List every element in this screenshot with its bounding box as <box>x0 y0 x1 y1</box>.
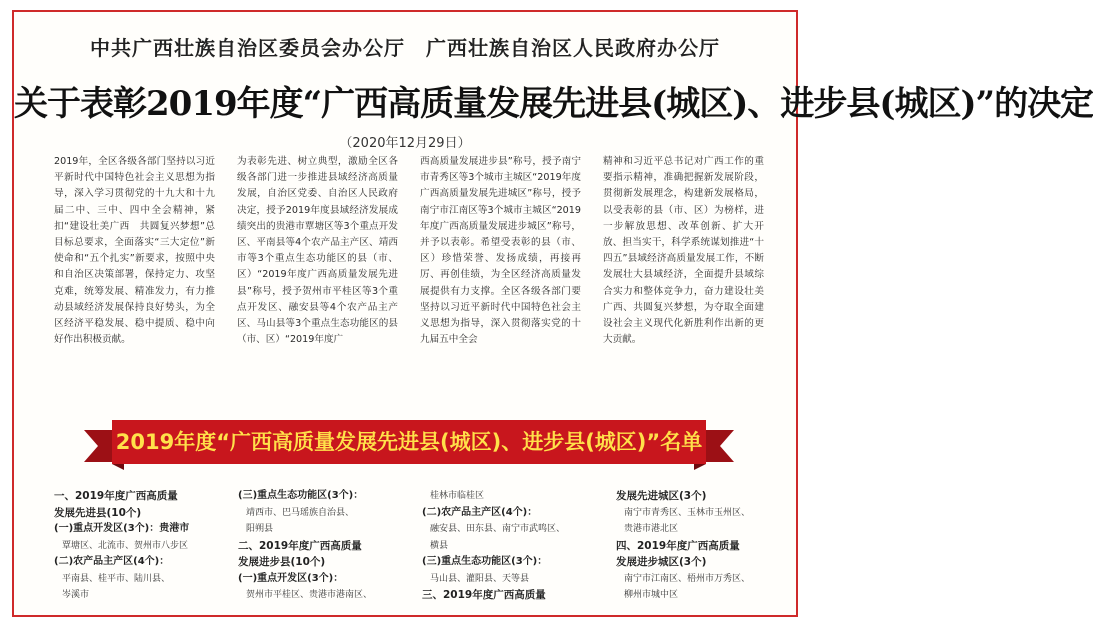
list-line: 南宁市江南区、梧州市万秀区、 <box>624 573 751 584</box>
honor-list <box>54 488 774 610</box>
list-line: 一、2019年度广西高质量 <box>54 490 178 502</box>
list-line: (三)重点生态功能区(3个)： <box>238 490 364 501</box>
list-line: 平南县、桂平市、陆川县、 <box>62 573 171 584</box>
body-column-4: 精神和习近平总书记对广西工作的重要指示精神，准确把握新发展阶段，贯彻新发展理念，构建新发展格局，以受表彰的县（市、区）为榜样，进一步解放思想、改革创新、扩大开放、担当实干，科学系统谋划推进“十四五”县域经济高质量发展工作，不断发展壮大县域经济，全面提升县域综合实力和整体竞争力，奋力建设壮美广西、共圆复兴梦想，为夺取全面建设社会主义现代化新胜利作出新的更大贡献。 <box>603 156 764 346</box>
list-line: 马山县、灌阳县、天等县 <box>430 573 530 584</box>
list-line: (三)重点生态功能区(3个)： <box>422 556 548 567</box>
list-line: 发展进步城区(3个) <box>616 556 707 568</box>
list-line: 贺州市平桂区、贵港市港南区、 <box>246 590 373 600</box>
list-line: 贵港市港北区 <box>624 524 679 534</box>
issuing-offices: 中共广西壮族自治区委员会办公厅 广西壮族自治区人民政府办公厅 <box>90 36 720 60</box>
list-line: 发展先进县(10个) <box>54 506 142 519</box>
list-line: 桂林市临桂区 <box>430 491 485 501</box>
list-column-3 <box>422 488 582 610</box>
list-banner <box>84 416 734 472</box>
newspaper-page <box>12 10 1093 617</box>
list-line: 二、2019年度广西高质量 <box>238 539 362 552</box>
document-date: （2020年12月29日） <box>339 136 471 151</box>
decision-body <box>54 154 764 402</box>
list-line: (一)重点开发区(3个)： <box>238 572 344 584</box>
list-line: (二)农产品主产区(4个)： <box>54 556 170 567</box>
list-line: (二)农产品主产区(4个)： <box>422 506 538 518</box>
list-line: 融安县、田东县、南宁市武鸣区、 <box>430 524 566 534</box>
body-column-2: 为表彰先进、树立典型，激励全区各级各部门进一步推进县域经济高质量发展，自治区党委、自治区人民政府决定，授予2019年度县域经济发展成绩突出的贵港市覃塘区等3个重点开发区、平南县等4个农产品主产区、靖西市等3个重点生态功能区的县（市、区）“2019年度广西高质量发展先进县”称号，授予贺州市平桂区等3个重点开发区、融安县等4个农产品主产区、马山县等3个重点生态功能区的县（市、区）“2019年度广 <box>237 156 398 346</box>
list-line: 柳州市城中区 <box>624 590 679 600</box>
list-line: 岑溪市 <box>62 590 90 600</box>
banner-title: 2019年度“广西高质量发展先进县(城区)、进步县(城区)”名单 <box>115 430 703 454</box>
list-line: 三、2019年度广西高质量 <box>422 589 546 601</box>
document-title: 关于表彰2019年度“广西高质量发展先进县(城区)、进步县(城区)”的决定 <box>14 84 1093 124</box>
list-line: 横县 <box>430 540 449 551</box>
list-line: 覃塘区、北流市、贺州市八步区 <box>62 540 189 551</box>
list-line: 四、2019年度广西高质量 <box>616 539 740 552</box>
list-line: 阳朔县 <box>246 524 274 534</box>
list-column-1 <box>54 488 204 610</box>
list-column-2 <box>238 488 388 610</box>
list-line: 发展进步县(10个) <box>238 556 326 568</box>
list-line: 南宁市青秀区、玉林市玉州区、 <box>624 507 751 518</box>
list-line: (一)重点开发区(3个)：贵港市 <box>54 523 190 534</box>
body-column-1: 2019年，全区各级各部门坚持以习近平新时代中国特色社会主义思想为指导，深入学习贯彻党的十九大和十九届二中、三中、四中全会精神，紧扣“建设壮美广西 共圆复兴梦想”总目标总要求，全面落实“三大定位”新使命和“五个扎实”新要求，按照中央和自治区决策部署，保持定力、攻坚克难，统筹发展、精准发力，有力推动县域经济发展保持良好势头，为全区经济平稳发展、稳中提质、稳中向好作出积极贡献。 <box>54 156 215 346</box>
list-column-4 <box>616 488 776 610</box>
body-column-3: 西高质量发展进步县”称号，授予南宁市青秀区等3个城市主城区“2019年度广西高质量发展先进城区”称号，授予南宁市江南区等3个城市主城区“2019年度广西高质量发展进步城区”称号，并予以表彰。希望受表彰的县（市、区）珍惜荣誉、发扬成绩，再接再厉、再创佳绩，为全区经济高质量发展提供有力支撑。全区各级各部门要坚持以习近平新时代中国特色社会主义思想为指导，深入贯彻落实党的十九届五中全会 <box>420 156 581 346</box>
list-line: 靖西市、巴马瑶族自治县、 <box>246 507 355 518</box>
list-line: 发展先进城区(3个) <box>616 490 707 502</box>
